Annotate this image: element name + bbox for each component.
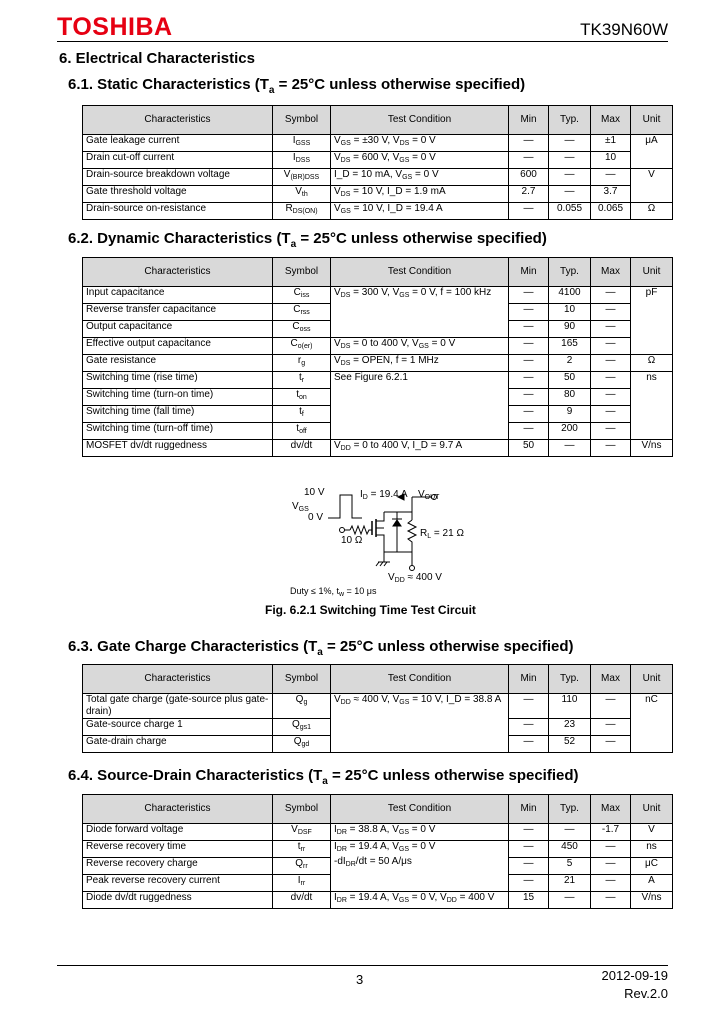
typ-cell: — bbox=[549, 169, 591, 186]
min-cell: 600 bbox=[509, 169, 549, 186]
test-condition-cell: I_D = 10 mA, $V_{GS} = 0$ V bbox=[331, 169, 509, 186]
min-cell: — bbox=[509, 841, 549, 858]
characteristic-cell: Output capacitance bbox=[83, 321, 273, 338]
column-header: Symbol bbox=[273, 258, 331, 287]
typ-cell: 4100 bbox=[549, 287, 591, 304]
column-header: Typ. bbox=[549, 258, 591, 287]
gate-charge-table bbox=[82, 664, 673, 753]
characteristic-cell: Switching time (rise time) bbox=[83, 372, 273, 389]
min-cell: — bbox=[509, 338, 549, 355]
typ-cell: 90 bbox=[549, 321, 591, 338]
min-cell: — bbox=[509, 824, 549, 841]
table-row bbox=[83, 694, 673, 719]
min-cell: 2.7 bbox=[509, 186, 549, 203]
max-cell: — bbox=[591, 858, 631, 875]
test-condition-cell: $V_{DS} = 600$ V, $V_{GS} = 0$ V bbox=[331, 152, 509, 169]
characteristic-cell: MOSFET dv/dt ruggedness bbox=[83, 440, 273, 457]
typ-cell: 52 bbox=[549, 736, 591, 753]
column-header: Symbol bbox=[273, 665, 331, 694]
characteristic-cell: Peak reverse recovery current bbox=[83, 875, 273, 892]
symbol-cell: $Q_g$ bbox=[273, 694, 331, 719]
min-cell: — bbox=[509, 355, 549, 372]
fig-vgs-label: $V_{GS}$ bbox=[292, 501, 309, 513]
gate-resistor bbox=[350, 526, 372, 534]
test-condition-cell: $V_{DD} \approx 400$ V, $V_{GS} = 10$ V, I_D = 38.8 A bbox=[331, 694, 509, 753]
column-header: Test Condition bbox=[331, 106, 509, 135]
test-condition-cell: $I_{DR} = 19.4$ A, $V_{GS} = 0$ V $-dI_{DR}/dt = 50$ A/μs bbox=[331, 841, 509, 892]
unit-cell: V bbox=[631, 169, 673, 203]
test-condition-cell: $V_{GS} = \pm 30$ V, $V_{DS} = 0$ V bbox=[331, 135, 509, 152]
test-condition-cell: $V_{DS} = 10$ V, I_D = 1.9 mA bbox=[331, 186, 509, 203]
table-row bbox=[83, 824, 673, 841]
typ-cell: 450 bbox=[549, 841, 591, 858]
max-cell: — bbox=[591, 406, 631, 423]
fig-0v-label: 0 V bbox=[308, 512, 324, 523]
symbol-cell: $t_f$ bbox=[273, 406, 331, 423]
column-header: Unit bbox=[631, 258, 673, 287]
column-header: Unit bbox=[631, 665, 673, 694]
typ-cell: — bbox=[549, 824, 591, 841]
max-cell: — bbox=[591, 338, 631, 355]
s63-title: 6.3. Gate Charge Characteristics ($T_a = 25^\circ C$ unless otherwise specified) bbox=[68, 638, 574, 658]
column-header: Min bbox=[509, 795, 549, 824]
min-cell: — bbox=[509, 389, 549, 406]
symbol-cell: $t_{rr}$ bbox=[273, 841, 331, 858]
s61-title: 6.1. Static Characteristics ($T_a = 25^\circ C$ unless otherwise specified) bbox=[68, 76, 526, 96]
s62-title: 6.2. Dynamic Characteristics ($T_a = 25^\circ C$ unless otherwise specified) bbox=[68, 230, 547, 250]
column-header: Typ. bbox=[549, 665, 591, 694]
symbol-cell: $V_{th}$ bbox=[273, 186, 331, 203]
max-cell: — bbox=[591, 287, 631, 304]
symbol-cell: $C_{o(er)}$ bbox=[273, 338, 331, 355]
column-header: Max bbox=[591, 258, 631, 287]
column-header: Max bbox=[591, 106, 631, 135]
typ-cell: 80 bbox=[549, 389, 591, 406]
typ-cell: 21 bbox=[549, 875, 591, 892]
column-header: Min bbox=[509, 258, 549, 287]
column-header: Max bbox=[591, 665, 631, 694]
typ-cell: — bbox=[549, 440, 591, 457]
max-cell: — bbox=[591, 169, 631, 186]
column-header: Test Condition bbox=[331, 258, 509, 287]
typ-cell: — bbox=[549, 186, 591, 203]
characteristic-cell: Gate-source charge 1 bbox=[83, 719, 273, 736]
typ-cell: 10 bbox=[549, 304, 591, 321]
max-cell: — bbox=[591, 389, 631, 406]
typ-cell: 2 bbox=[549, 355, 591, 372]
fig-rg-label: 10 Ω bbox=[341, 535, 363, 546]
column-header: Characteristics bbox=[83, 665, 273, 694]
typ-cell: — bbox=[549, 152, 591, 169]
typ-cell: 5 bbox=[549, 858, 591, 875]
characteristic-cell: Reverse recovery time bbox=[83, 841, 273, 858]
characteristic-cell: Diode forward voltage bbox=[83, 824, 273, 841]
column-header: Test Condition bbox=[331, 795, 509, 824]
symbol-cell: $Q_{gs1}$ bbox=[273, 719, 331, 736]
characteristic-cell: Effective output capacitance bbox=[83, 338, 273, 355]
symbol-cell: $r_g$ bbox=[273, 355, 331, 372]
max-cell: — bbox=[591, 423, 631, 440]
unit-cell: A bbox=[631, 875, 673, 892]
characteristic-cell: Diode dv/dt ruggedness bbox=[83, 892, 273, 909]
symbol-cell: $t_{off}$ bbox=[273, 423, 331, 440]
fig-rl-label: $R_L = 21$ Ω bbox=[420, 528, 464, 540]
column-header: Test Condition bbox=[331, 665, 509, 694]
characteristic-cell: Drain-source breakdown voltage bbox=[83, 169, 273, 186]
max-cell: — bbox=[591, 440, 631, 457]
section-title: 6. Electrical Characteristics bbox=[59, 50, 255, 67]
test-condition-cell: See Figure 6.2.1 bbox=[331, 372, 509, 440]
max-cell: ±1 bbox=[591, 135, 631, 152]
characteristic-cell: Gate threshold voltage bbox=[83, 186, 273, 203]
gate-pulse-waveform bbox=[328, 495, 362, 518]
min-cell: — bbox=[509, 372, 549, 389]
min-cell: — bbox=[509, 152, 549, 169]
test-condition-cell: $V_{DS}$ = OPEN, f = 1 MHz bbox=[331, 355, 509, 372]
symbol-cell: $C_{iss}$ bbox=[273, 287, 331, 304]
max-cell: — bbox=[591, 372, 631, 389]
test-condition-cell: $V_{DD} = 0$ to 400 V, I_D = 9.7 A bbox=[331, 440, 509, 457]
column-header: Typ. bbox=[549, 795, 591, 824]
characteristic-cell: Input capacitance bbox=[83, 287, 273, 304]
characteristic-cell: Gate-drain charge bbox=[83, 736, 273, 753]
symbol-cell: $Q_{rr}$ bbox=[273, 858, 331, 875]
typ-cell: — bbox=[549, 135, 591, 152]
unit-cell: V/ns bbox=[631, 440, 673, 457]
column-header: Characteristics bbox=[83, 106, 273, 135]
unit-cell: V/ns bbox=[631, 892, 673, 909]
test-condition-cell: $I_{DR} = 38.8$ A, $V_{GS} = 0$ V bbox=[331, 824, 509, 841]
column-header: Typ. bbox=[549, 106, 591, 135]
unit-cell: nC bbox=[631, 694, 673, 753]
max-cell: 10 bbox=[591, 152, 631, 169]
column-header: Max bbox=[591, 795, 631, 824]
fig-vdd-label: $V_{DD} \approx 400$ V bbox=[388, 572, 442, 584]
fig-10v-label: 10 V bbox=[304, 487, 325, 498]
typ-cell: 200 bbox=[549, 423, 591, 440]
symbol-cell: $C_{rss}$ bbox=[273, 304, 331, 321]
unit-cell: pF bbox=[631, 287, 673, 355]
page-number: 3 bbox=[356, 972, 364, 987]
min-cell: — bbox=[509, 304, 549, 321]
test-condition-cell: $I_{DR} = 19.4$ A, $V_{GS} = 0$ V, $V_{DD} = 400$ V bbox=[331, 892, 509, 909]
unit-cell: ns bbox=[631, 841, 673, 858]
column-header: Symbol bbox=[273, 106, 331, 135]
min-cell: 15 bbox=[509, 892, 549, 909]
typ-cell: 0.055 bbox=[549, 203, 591, 220]
symbol-cell: $C_{oss}$ bbox=[273, 321, 331, 338]
min-cell: — bbox=[509, 736, 549, 753]
footer-rule bbox=[57, 965, 668, 966]
typ-cell: 9 bbox=[549, 406, 591, 423]
unit-cell: μC bbox=[631, 858, 673, 875]
characteristic-cell: Switching time (turn-off time) bbox=[83, 423, 273, 440]
characteristic-cell: Total gate charge (gate-source plus gate-drain) bbox=[83, 694, 273, 719]
unit-cell: V bbox=[631, 824, 673, 841]
min-cell: — bbox=[509, 203, 549, 220]
column-header: Min bbox=[509, 665, 549, 694]
max-cell: — bbox=[591, 355, 631, 372]
min-cell: — bbox=[509, 875, 549, 892]
min-cell: — bbox=[509, 321, 549, 338]
fig-id-label: $I_D = 19.4$ A bbox=[360, 489, 408, 501]
max-cell: 3.7 bbox=[591, 186, 631, 203]
toshiba-logo: TOSHIBA bbox=[57, 13, 173, 41]
characteristic-cell: Reverse transfer capacitance bbox=[83, 304, 273, 321]
typ-cell: — bbox=[549, 892, 591, 909]
typ-cell: 110 bbox=[549, 694, 591, 719]
load-resistor bbox=[408, 520, 416, 552]
max-cell: — bbox=[591, 892, 631, 909]
column-header: Characteristics bbox=[83, 258, 273, 287]
max-cell: 0.065 bbox=[591, 203, 631, 220]
characteristic-cell: Switching time (fall time) bbox=[83, 406, 273, 423]
max-cell: -1.7 bbox=[591, 824, 631, 841]
fig-vout-label: $V_{OUT}$ bbox=[418, 489, 440, 501]
test-condition-cell: $V_{DS} = 0$ to 400 V, $V_{GS} = 0$ V bbox=[331, 338, 509, 355]
figure-caption: Fig. 6.2.1 Switching Time Test Circuit bbox=[265, 603, 476, 617]
max-cell: — bbox=[591, 321, 631, 338]
symbol-cell: dv/dt bbox=[273, 440, 331, 457]
fig-duty-note: Duty ≤ 1%, $t_w = 10$ μs bbox=[290, 586, 377, 598]
symbol-cell: $Q_{gd}$ bbox=[273, 736, 331, 753]
min-cell: — bbox=[509, 135, 549, 152]
symbol-cell: $R_{DS(ON)}$ bbox=[273, 203, 331, 220]
symbol-cell: $I_{GSS}$ bbox=[273, 135, 331, 152]
characteristic-cell: Drain-source on-resistance bbox=[83, 203, 273, 220]
characteristic-cell: Switching time (turn-on time) bbox=[83, 389, 273, 406]
typ-cell: 165 bbox=[549, 338, 591, 355]
column-header: Unit bbox=[631, 106, 673, 135]
test-condition-cell: $V_{DS} = 300$ V, $V_{GS} = 0$ V, f = 100 kHz bbox=[331, 287, 509, 338]
unit-cell: ns bbox=[631, 372, 673, 440]
min-cell: 50 bbox=[509, 440, 549, 457]
characteristic-cell: Drain cut-off current bbox=[83, 152, 273, 169]
s64-title: 6.4. Source-Drain Characteristics ($T_a = 25^\circ C$ unless otherwise specified) bbox=[68, 767, 579, 787]
min-cell: — bbox=[509, 287, 549, 304]
max-cell: — bbox=[591, 719, 631, 736]
table-row bbox=[83, 892, 673, 909]
column-header: Unit bbox=[631, 795, 673, 824]
max-cell: — bbox=[591, 841, 631, 858]
max-cell: — bbox=[591, 875, 631, 892]
characteristic-cell: Reverse recovery charge bbox=[83, 858, 273, 875]
min-cell: — bbox=[509, 423, 549, 440]
min-cell: — bbox=[509, 858, 549, 875]
typ-cell: 50 bbox=[549, 372, 591, 389]
min-cell: — bbox=[509, 719, 549, 736]
typ-cell: 23 bbox=[549, 719, 591, 736]
footer-revision: Rev.2.0 bbox=[624, 986, 668, 1001]
symbol-cell: dv/dt bbox=[273, 892, 331, 909]
unit-cell: Ω bbox=[631, 355, 673, 372]
test-condition-cell: $V_{GS} = 10$ V, I_D = 19.4 A bbox=[331, 203, 509, 220]
symbol-cell: $I_{rr}$ bbox=[273, 875, 331, 892]
symbol-cell: $t_r$ bbox=[273, 372, 331, 389]
unit-cell: μA bbox=[631, 135, 673, 169]
footer-date: 2012-09-19 bbox=[601, 968, 668, 983]
min-cell: — bbox=[509, 694, 549, 719]
min-cell: — bbox=[509, 406, 549, 423]
column-header: Symbol bbox=[273, 795, 331, 824]
symbol-cell: $V_{DSF}$ bbox=[273, 824, 331, 841]
characteristic-cell: Gate resistance bbox=[83, 355, 273, 372]
max-cell: — bbox=[591, 736, 631, 753]
characteristic-cell: Gate leakage current bbox=[83, 135, 273, 152]
column-header: Min bbox=[509, 106, 549, 135]
unit-cell: Ω bbox=[631, 203, 673, 220]
part-number: TK39N60W bbox=[580, 20, 668, 39]
max-cell: — bbox=[591, 694, 631, 719]
column-header: Characteristics bbox=[83, 795, 273, 824]
symbol-cell: $V_{(BR)DSS}$ bbox=[273, 169, 331, 186]
source-drain-table bbox=[82, 794, 673, 909]
max-cell: — bbox=[591, 304, 631, 321]
symbol-cell: $I_{DSS}$ bbox=[273, 152, 331, 169]
symbol-cell: $t_{on}$ bbox=[273, 389, 331, 406]
table-row bbox=[83, 841, 673, 858]
